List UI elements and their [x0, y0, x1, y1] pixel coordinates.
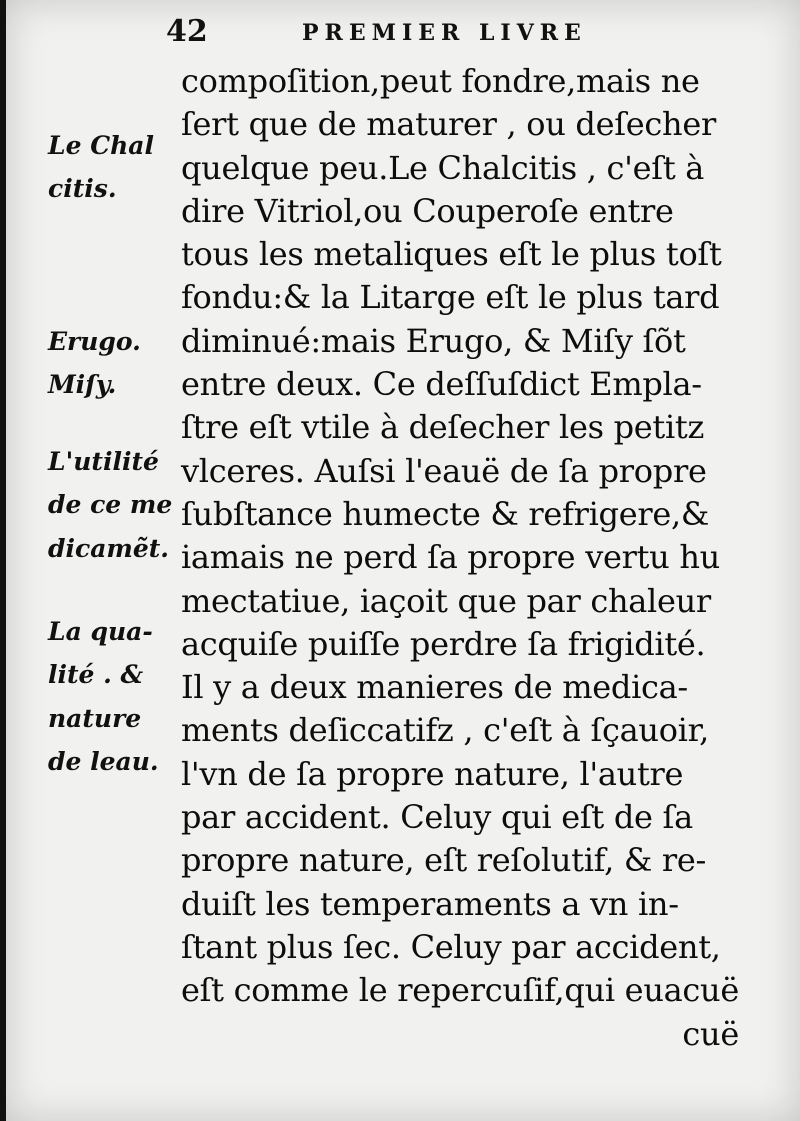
- margin-note-line: de leau.: [48, 746, 159, 776]
- margin-note-line: Le Chal: [48, 131, 154, 160]
- body-line: entre deux. Ce deſſuſdict Empla-: [181, 365, 702, 404]
- body-line: ſubſtance humecte & refrigere,&: [181, 494, 710, 533]
- body-line: mectatiue, iaçoit que par chaleur: [181, 581, 711, 620]
- margin-note-line: citis.: [48, 174, 117, 204]
- body-line: eſt comme le repercuſif,qui euacuë: [181, 971, 739, 1010]
- body-line: duiſt les temperaments a vn in-: [181, 884, 679, 923]
- body-line: propre nature, eſt reſolutif, & re-: [181, 841, 707, 880]
- running-head: PREMIER LIVRE: [302, 20, 587, 46]
- margin-note-line: nature: [48, 703, 142, 733]
- margin-note-utilite: [48, 440, 178, 570]
- body-line: Il y a deux manieres de medica-: [181, 668, 688, 707]
- margin-note-line: Erugo.: [48, 327, 141, 356]
- body-line: vlceres. Auſsi l'eauë de ſa propre: [181, 451, 707, 490]
- margin-note-line: L'utilité: [48, 447, 159, 476]
- body-line: ſtre eſt vtile à deſecher les petitz: [181, 408, 705, 447]
- body-line: diminué:mais Erugo, & Miſy ſõt: [181, 321, 686, 360]
- body-line: par accident. Celuy qui eſt de ſa: [181, 798, 693, 837]
- body-line: ments deſiccatifz , c'eſt à ſçauoir,: [181, 711, 709, 750]
- body-line: iamais ne perd ſa propre vertu hu: [181, 538, 720, 577]
- body-line: compoſition,peut fondre,mais ne: [181, 62, 700, 100]
- margin-note-line: La qua-: [48, 617, 153, 646]
- margin-note-line: Miſy.: [48, 370, 117, 400]
- body-line: acquiſe puiſſe perdre ſa frigidité.: [181, 624, 706, 663]
- body-text: [181, 60, 751, 1056]
- book-page: [6, 0, 800, 1121]
- body-line: fondu:& la Litarge eſt le plus tard: [181, 278, 720, 317]
- margin-note-erugo: [48, 320, 178, 407]
- body-line: ſert que de maturer , ou deſecher: [181, 105, 716, 144]
- margin-note-chalcitis: [48, 124, 178, 211]
- margin-note-line: dicamẽt.: [48, 533, 170, 563]
- page-header: [6, 12, 800, 52]
- margin-note-line: de ce me: [48, 490, 173, 520]
- page-number: 42: [166, 14, 208, 49]
- body-line: dire Vitriol,ou Couperoſe entre: [181, 191, 674, 230]
- margin-note-line: lité . &: [48, 660, 144, 690]
- catchword: cuë: [682, 1014, 739, 1053]
- body-line: l'vn de ſa propre nature, l'autre: [181, 754, 684, 793]
- body-line: quelque peu.Le Chalcitis , c'eſt à: [181, 148, 705, 187]
- margin-note-qualite: [48, 610, 178, 783]
- body-line: ſtant plus ſec. Celuy par accident,: [181, 927, 721, 966]
- body-line: tous les metaliques eſt le plus toſt: [181, 235, 722, 274]
